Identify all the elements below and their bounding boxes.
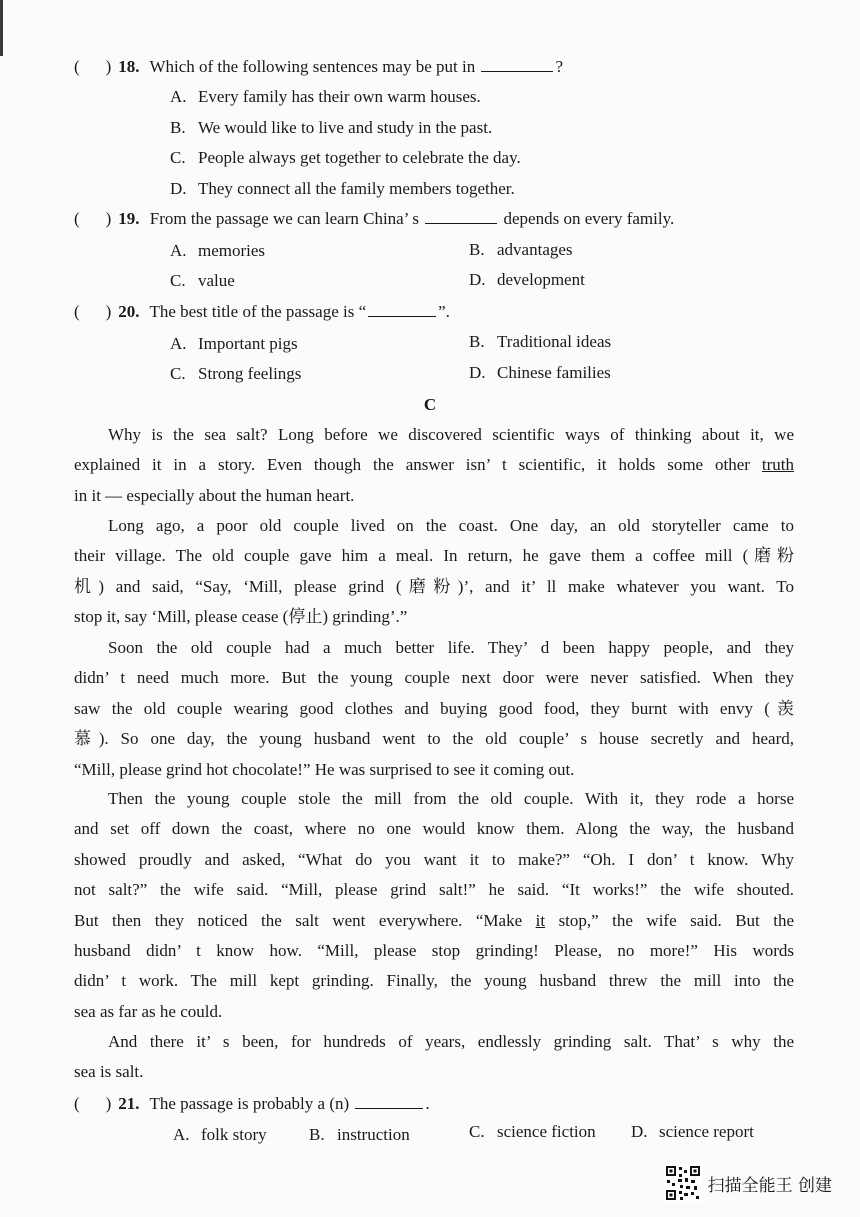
option-letter: D. <box>469 363 486 382</box>
option-letter: D. <box>170 179 187 198</box>
option-text: Every family has their own warm houses. <box>198 87 481 106</box>
option-letter: C. <box>469 1122 485 1141</box>
option-letter: D. <box>631 1122 648 1141</box>
underlined-word: truth <box>761 455 794 475</box>
question-number: 21. <box>118 1094 140 1113</box>
passage-line: their village. The old couple gave him a meal. In return, he gave them a coffee mill (磨粉 <box>74 546 794 566</box>
passage-line: Soon the old couple had a much better life. They’ d been happy people, and they <box>108 638 794 657</box>
answer-bracket-open: ( <box>74 209 80 228</box>
option-19-b <box>469 235 573 265</box>
option-letter: B. <box>170 118 186 137</box>
passage-line: not salt?” the wife said. “Mill, please grind salt!” he said. “It works!” the wife shouted. <box>74 880 794 900</box>
passage-text: But then they noticed the salt went everywhere. “Make <box>74 910 523 930</box>
scanner-watermark <box>664 1163 832 1203</box>
underlined-word: it <box>535 910 546 930</box>
question-text-after: ”. <box>438 302 450 321</box>
passage-line: 慕). So one day, the young husband went to the old couple’ s house secretly and heard, <box>74 729 794 749</box>
option-19-d <box>469 265 585 295</box>
answer-bracket-close: ) <box>105 209 112 228</box>
section-title: C <box>423 395 437 414</box>
option-20-b <box>469 327 611 357</box>
passage-line: sea is salt. <box>74 1062 144 1082</box>
option-21-b <box>309 1120 410 1150</box>
qr-code-icon <box>664 1164 702 1202</box>
question-text-after: depends on every family. <box>503 209 675 228</box>
option-text: development <box>497 270 585 289</box>
question-number: 20. <box>118 302 140 321</box>
passage-paragraph-1 <box>74 420 794 511</box>
watermark-text: 扫描全能王 创建 <box>707 1175 832 1196</box>
answer-bracket-open: ( <box>74 57 80 76</box>
scan-edge-mark <box>0 0 3 56</box>
option-text: memories <box>198 241 266 260</box>
passage-line: didn’ t work. The mill kept grinding. Finally, the young husband threw the mill into the <box>74 971 794 991</box>
passage-line: And there it’ s been, for hundreds of years, endlessly grinding salt. That’ s why the <box>108 1032 794 1051</box>
passage-line: sea as far as he could. <box>74 1001 223 1021</box>
option-18-c <box>170 143 521 173</box>
passage-line: and set off down the coast, where no one would know them. Along the way, the husband <box>74 819 794 839</box>
option-20-d <box>469 358 611 388</box>
passage-line: Long ago, a poor old couple lived on the coast. One day, an old storyteller came to <box>108 516 794 535</box>
option-21-d <box>631 1117 754 1147</box>
answer-blank <box>425 205 497 224</box>
option-letter: C. <box>170 148 186 167</box>
option-text: science report <box>659 1122 754 1141</box>
passage-line: in it — especially about the human heart. <box>74 485 355 505</box>
question-20 <box>74 297 800 327</box>
option-18-d <box>170 174 515 204</box>
answer-blank <box>368 298 436 317</box>
passage-line: husband didn’ t know how. “Mill, please stop grinding! Please, no more!” His words <box>74 941 794 961</box>
answer-blank <box>355 1090 423 1109</box>
answer-bracket-close: ) <box>105 57 112 76</box>
question-18 <box>74 52 800 82</box>
option-18-b <box>170 113 492 143</box>
option-letter: C. <box>170 271 186 290</box>
option-letter: A. <box>173 1125 190 1144</box>
passage-line: Why is the sea salt? Long before we discovered scientific ways of thinking about it, we <box>108 425 794 444</box>
passage-paragraph-4 <box>74 784 794 1027</box>
question-text: The passage is probably a (n) <box>149 1094 350 1113</box>
option-letter: D. <box>469 270 486 289</box>
passage-line <box>74 906 794 936</box>
passage-paragraph-5 <box>74 1027 794 1088</box>
passage-text: stop,” the wife said. But the <box>558 910 795 930</box>
question-end: ? <box>555 57 563 76</box>
passage-line: stop it, say ‘Mill, please cease (停止) grinding’.” <box>74 607 408 627</box>
answer-bracket-open: ( <box>74 302 80 321</box>
passage-line: saw the old couple wearing good clothes and buying good food, they burnt with envy (羡 <box>74 698 794 718</box>
option-letter: B. <box>469 240 485 259</box>
question-text-before: The best title of the passage is “ <box>149 302 367 321</box>
option-letter: C. <box>170 364 186 383</box>
option-21-c <box>469 1117 596 1147</box>
question-number: 18. <box>118 57 140 76</box>
option-text: They connect all the family members together. <box>198 179 515 198</box>
passage-line: Then the young couple stole the mill from the old couple. With it, they rode a horse <box>108 789 794 808</box>
option-text: We would like to live and study in the past. <box>198 118 493 137</box>
option-letter: A. <box>170 87 187 106</box>
answer-bracket-close: ) <box>105 1094 112 1113</box>
option-letter: B. <box>309 1125 325 1144</box>
passage-line <box>74 450 794 480</box>
passage-line: didn’ t need much more. But the young couple next door were never satisfied. When they <box>74 668 794 688</box>
option-text: advantages <box>497 240 573 259</box>
question-19 <box>74 204 800 234</box>
option-18-a <box>170 82 481 112</box>
option-20-c <box>170 359 301 389</box>
option-letter: B. <box>469 332 485 351</box>
option-text: Strong feelings <box>198 364 302 383</box>
passage-line: showed proudly and asked, “What do you want it to make?” “Oh. I don’ t know. Why <box>74 849 794 869</box>
question-number: 19. <box>118 209 140 228</box>
question-21 <box>74 1089 800 1119</box>
question-text: Which of the following sentences may be put in <box>149 57 476 76</box>
option-text: value <box>198 271 235 290</box>
passage-text: explained it in a story. Even though the answer isn’ t scientific, it holds some other <box>74 455 750 475</box>
option-text: science fiction <box>497 1122 596 1141</box>
option-text: Important pigs <box>198 334 298 353</box>
option-text: Traditional ideas <box>497 332 612 351</box>
option-20-a <box>170 329 298 359</box>
option-21-a <box>173 1120 267 1150</box>
answer-bracket-open: ( <box>74 1094 80 1113</box>
option-text: folk story <box>201 1125 267 1144</box>
option-letter: A. <box>170 334 187 353</box>
question-text-before: From the passage we can learn China’ s <box>149 209 419 228</box>
passage-line: 机) and said, “Say, ‘Mill, please grind (磨粉)’, and it’ ll make whatever you want. To <box>74 576 794 596</box>
answer-blank <box>481 53 553 72</box>
option-letter: A. <box>170 241 187 260</box>
passage-paragraph-2 <box>74 511 794 633</box>
passage-line: “Mill, please grind hot chocolate!” He was surprised to see it coming out. <box>74 759 575 779</box>
option-19-c <box>170 266 235 296</box>
question-end: . <box>425 1094 430 1113</box>
option-text: Chinese families <box>497 363 611 382</box>
option-text: instruction <box>337 1125 410 1144</box>
passage-paragraph-3 <box>74 633 794 785</box>
option-text: People always get together to celebrate the day. <box>198 148 521 167</box>
answer-bracket-close: ) <box>105 302 112 321</box>
option-19-a <box>170 236 265 266</box>
